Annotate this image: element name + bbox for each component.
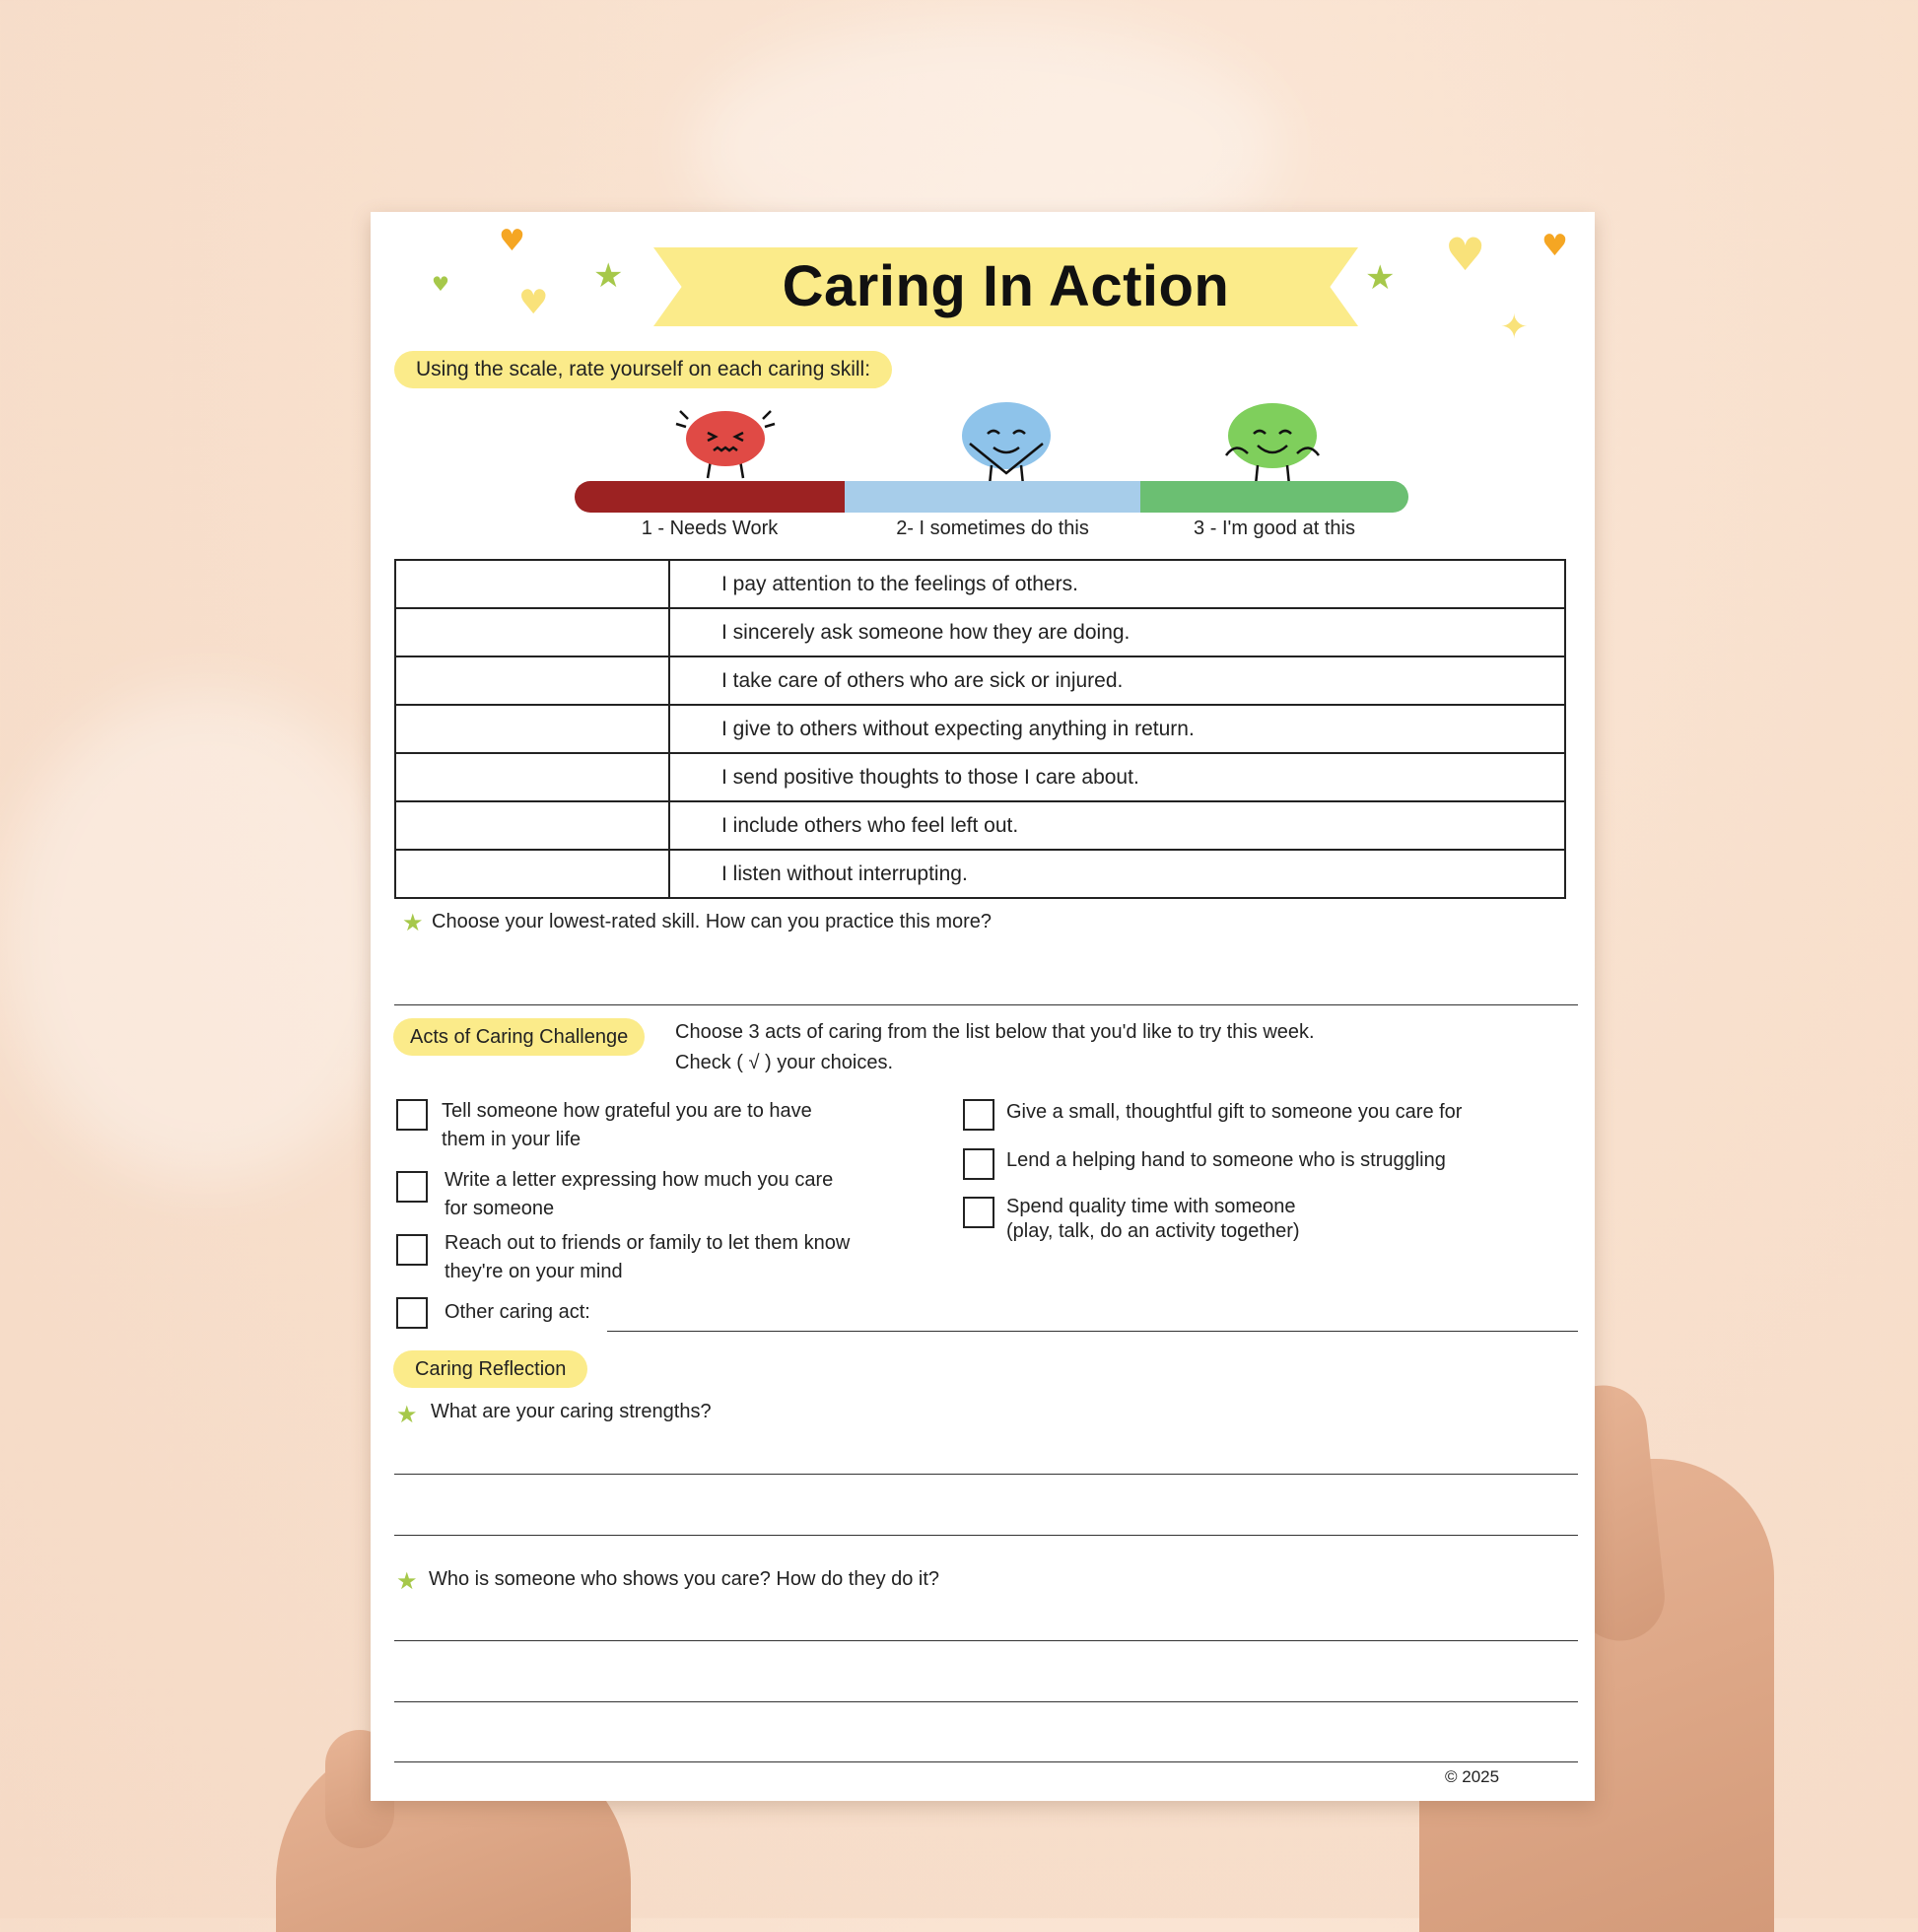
reflection-question-1: What are your caring strengths? bbox=[431, 1401, 712, 1422]
star-icon: ★ bbox=[593, 256, 624, 296]
lowest-skill-question: Choose your lowest-rated skill. How can you practice this more? bbox=[432, 911, 993, 932]
act-line: Tell someone how grateful you are to have bbox=[442, 1100, 812, 1122]
act-checkbox[interactable] bbox=[396, 1297, 428, 1329]
challenge-instruction-1: Choose 3 acts of caring from the list below that you'd like to try this week. bbox=[675, 1021, 1315, 1043]
heart-icon: ♥ bbox=[432, 272, 449, 296]
other-act-line[interactable] bbox=[607, 1331, 1578, 1332]
act-line: (play, talk, do an activity together) bbox=[1006, 1220, 1300, 1242]
table-row bbox=[395, 753, 1565, 801]
rating-cell[interactable] bbox=[395, 705, 669, 753]
answer-line[interactable] bbox=[394, 1474, 1578, 1475]
act-checkbox[interactable] bbox=[963, 1197, 994, 1228]
rating-cell[interactable] bbox=[395, 656, 669, 705]
page-title: Caring In Action bbox=[782, 254, 1230, 318]
heart-icon: ♥ bbox=[518, 283, 549, 322]
table-row bbox=[395, 705, 1565, 753]
skill-text: I sincerely ask someone how they are doing. bbox=[669, 608, 1565, 656]
green-brain-icon bbox=[1218, 394, 1327, 488]
scale-segment-sometimes bbox=[845, 481, 1140, 513]
answer-line[interactable] bbox=[394, 1701, 1578, 1702]
skill-text: I send positive thoughts to those I care about. bbox=[669, 753, 1565, 801]
act-checkbox[interactable] bbox=[963, 1099, 994, 1131]
reflection-heading: Caring Reflection bbox=[393, 1350, 587, 1388]
act-checkbox[interactable] bbox=[396, 1171, 428, 1203]
blue-brain-icon bbox=[952, 394, 1061, 488]
skill-text: I listen without interrupting. bbox=[669, 850, 1565, 898]
scale-segment-good bbox=[1140, 481, 1408, 513]
act-checkbox[interactable] bbox=[396, 1234, 428, 1266]
skill-text: I give to others without expecting anything in return. bbox=[669, 705, 1565, 753]
star-bullet-icon: ★ bbox=[396, 1567, 418, 1595]
scale-label-1: 1 - Needs Work bbox=[641, 518, 779, 539]
skills-rating-table bbox=[394, 559, 1566, 899]
red-brain-icon bbox=[666, 399, 785, 483]
rating-cell[interactable] bbox=[395, 850, 669, 898]
scale-label-3: 3 - I'm good at this bbox=[1194, 518, 1355, 539]
copyright: © 2025 bbox=[1445, 1767, 1500, 1786]
act-line: Spend quality time with someone bbox=[1006, 1196, 1296, 1217]
act-item bbox=[445, 1166, 833, 1223]
table-row bbox=[395, 850, 1565, 898]
table-row bbox=[395, 608, 1565, 656]
answer-line[interactable] bbox=[394, 1535, 1578, 1536]
act-item: Give a small, thoughtful gift to someone you care for bbox=[1006, 1101, 1463, 1123]
act-line: them in your life bbox=[442, 1129, 582, 1150]
rating-cell[interactable] bbox=[395, 753, 669, 801]
rating-cell[interactable] bbox=[395, 560, 669, 608]
act-item bbox=[442, 1097, 812, 1154]
table-row bbox=[395, 560, 1565, 608]
sparkle-icon: ✦ bbox=[1500, 308, 1529, 347]
act-item: Lend a helping hand to someone who is struggling bbox=[1006, 1149, 1446, 1171]
act-checkbox[interactable] bbox=[963, 1148, 994, 1180]
rating-cell[interactable] bbox=[395, 801, 669, 850]
reflection-question-2: Who is someone who shows you care? How do they do it? bbox=[429, 1568, 940, 1590]
skill-text: I pay attention to the feelings of others. bbox=[669, 560, 1565, 608]
skill-text: I take care of others who are sick or injured. bbox=[669, 656, 1565, 705]
heart-icon: ♥ bbox=[1445, 228, 1486, 281]
star-bullet-icon: ★ bbox=[402, 909, 424, 936]
worksheet bbox=[371, 212, 1595, 1801]
skill-text: I include others who feel left out. bbox=[669, 801, 1565, 850]
challenge-heading: Acts of Caring Challenge bbox=[393, 1018, 645, 1056]
heart-icon: ♥ bbox=[1541, 229, 1568, 263]
act-line: they're on your mind bbox=[445, 1261, 623, 1282]
heart-icon: ♥ bbox=[499, 224, 525, 258]
table-row bbox=[395, 656, 1565, 705]
scale-instruction: Using the scale, rate yourself on each caring skill: bbox=[394, 351, 892, 388]
scale-segment-needs-work bbox=[575, 481, 845, 513]
star-bullet-icon: ★ bbox=[396, 1401, 418, 1428]
answer-line[interactable] bbox=[394, 1004, 1578, 1005]
answer-line[interactable] bbox=[394, 1761, 1578, 1762]
other-act-label: Other caring act: bbox=[445, 1301, 590, 1323]
act-item bbox=[445, 1229, 850, 1286]
scale-label-2: 2- I sometimes do this bbox=[896, 518, 1089, 539]
act-checkbox[interactable] bbox=[396, 1099, 428, 1131]
rating-scale-bar bbox=[575, 481, 1408, 513]
act-line: Reach out to friends or family to let them know bbox=[445, 1232, 851, 1254]
rating-cell[interactable] bbox=[395, 608, 669, 656]
background-blob bbox=[0, 690, 414, 1183]
star-icon: ★ bbox=[1365, 258, 1396, 298]
answer-line[interactable] bbox=[394, 1640, 1578, 1641]
act-line: for someone bbox=[445, 1198, 555, 1219]
act-line: Write a letter expressing how much you care bbox=[445, 1169, 834, 1191]
challenge-instruction-2: Check ( √ ) your choices. bbox=[675, 1052, 894, 1073]
table-row bbox=[395, 801, 1565, 850]
act-item bbox=[1006, 1195, 1300, 1244]
